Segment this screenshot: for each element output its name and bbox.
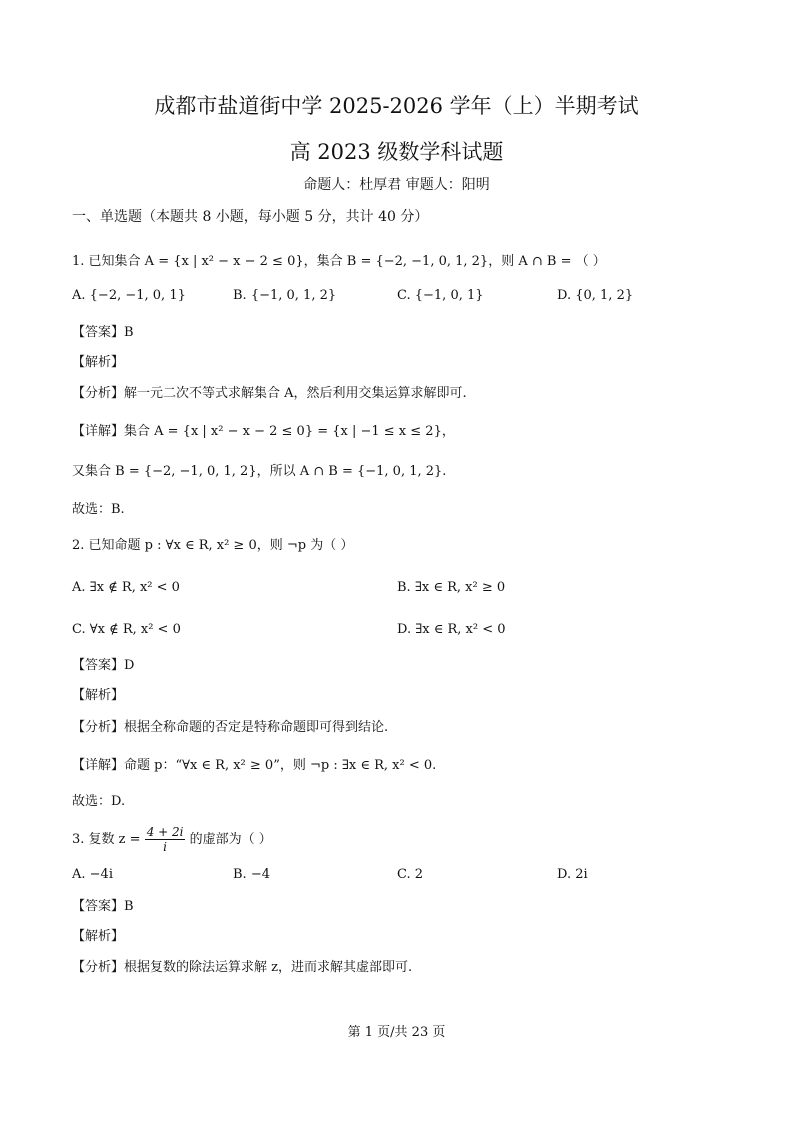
question-1-answer: 【答案】B bbox=[72, 325, 134, 340]
question-1-option-b: B. {−1, 0, 1, 2} bbox=[233, 288, 337, 303]
question-3-analysis-label: 【解析】 bbox=[72, 929, 125, 944]
section-heading: 一、单选题（本题共 8 小题，每小题 5 分，共计 40 分） bbox=[72, 209, 429, 225]
question-2-fenxi: 【分析】根据全称命题的否定是特称命题即可得到结论. bbox=[72, 720, 389, 735]
exam-authors: 命题人：杜厚君 审题人：阳明 bbox=[303, 177, 490, 193]
question-1-fenxi: 【分析】解一元二次不等式求解集合 A，然后利用交集运算求解即可. bbox=[72, 386, 467, 401]
question-3-option-b: B. −4 bbox=[233, 867, 270, 882]
question-2-analysis-label: 【解析】 bbox=[72, 688, 125, 703]
question-3-stem-prefix: 3. 复数 z = bbox=[72, 832, 141, 847]
question-1-choice: 故选：B. bbox=[72, 502, 125, 517]
question-3-option-d: D. 2i bbox=[557, 867, 588, 882]
exam-subtitle: 高 2023 级数学科试题 bbox=[289, 140, 504, 164]
question-3-option-c: C. 2 bbox=[397, 867, 424, 882]
question-3-stem bbox=[72, 822, 272, 858]
question-3-fenxi: 【分析】根据复数的除法运算求解 z，进而求解其虚部即可. bbox=[72, 960, 413, 975]
question-1-option-c: C. {−1, 0, 1} bbox=[397, 288, 484, 303]
question-1-option-a: A. {−2, −1, 0, 1} bbox=[72, 288, 186, 303]
question-1-detail-2: 又集合 B = {−2, −1, 0, 1, 2}，所以 A ∩ B = {−1, 0, 1, 2}. bbox=[72, 464, 447, 479]
question-2-answer: 【答案】D bbox=[72, 658, 135, 673]
exam-title: 成都市盐道街中学 2025-2026 学年（上）半期考试 bbox=[154, 94, 639, 118]
question-3-answer: 【答案】B bbox=[72, 899, 134, 914]
question-3-fraction bbox=[145, 825, 186, 854]
question-2-option-b: B. ∃x ∈ R, x² ≥ 0 bbox=[397, 580, 506, 595]
question-1-detail-1: 【详解】集合 A = {x | x² − x − 2 ≤ 0} = {x | −1 ≤ x ≤ 2}， bbox=[72, 424, 455, 439]
question-3-fraction-numerator: 4 + 2i bbox=[146, 825, 184, 839]
question-1-analysis-label: 【解析】 bbox=[72, 355, 125, 370]
question-3-option-a: A. −4i bbox=[72, 867, 113, 882]
question-3-fraction-denominator: i bbox=[163, 840, 167, 854]
question-1-stem: 1. 已知集合 A = {x | x² − x − 2 ≤ 0}，集合 B = {−2, −1, 0, 1, 2}，则 A ∩ B = （ ） bbox=[72, 254, 606, 269]
question-2-option-a: A. ∃x ∉ R, x² < 0 bbox=[72, 580, 180, 595]
question-2-detail-1: 【详解】命题 p：“∀x ∈ R, x² ≥ 0”，则 ¬p : ∃x ∈ R, x² < 0. bbox=[72, 758, 437, 773]
question-2-option-c: C. ∀x ∉ R, x² < 0 bbox=[72, 622, 181, 637]
question-2-stem: 2. 已知命题 p : ∀x ∈ R, x² ≥ 0，则 ¬p 为（ ） bbox=[72, 538, 354, 553]
question-1-option-d: D. {0, 1, 2} bbox=[557, 288, 634, 303]
page-number: 第 1 页/共 23 页 bbox=[347, 1025, 446, 1040]
question-3-stem-suffix: 的虚部为（ ） bbox=[189, 832, 272, 847]
question-2-choice: 故选：D. bbox=[72, 794, 126, 809]
question-2-option-d: D. ∃x ∈ R, x² < 0 bbox=[397, 622, 506, 637]
